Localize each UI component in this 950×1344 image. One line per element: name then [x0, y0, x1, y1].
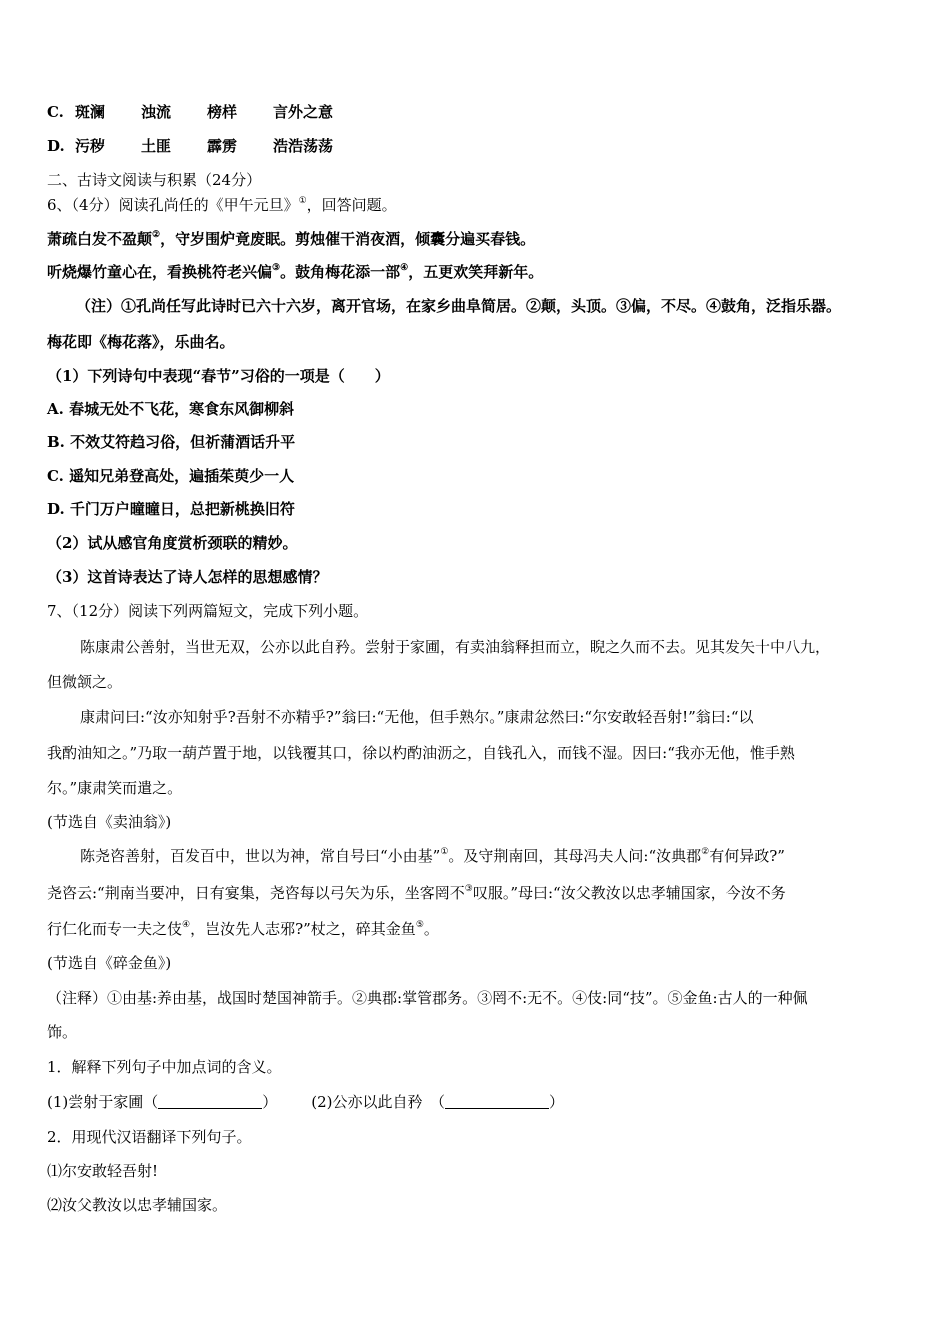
q7-sub1-title: 1．解释下列句子中加点词的含义。 [47, 1058, 282, 1076]
passage-2-line: 尔。”康肃笑而遣之。 [47, 779, 183, 797]
poem-line-1: 萧疏白发不盈颠②，守岁围炉竟废眠。剪烛催干消夜酒，倾囊分遍买春钱。 [47, 230, 536, 248]
option-key: C. [47, 103, 64, 121]
item-1-text: (1)尝射于家圃（ [47, 1093, 159, 1111]
option-d [47, 136, 333, 156]
passage-3-line: 陈尧咨善射，百发百中，世以为神，常自号曰“小由基”①。及守荆南回，其母冯夫人问:“汝典郡②有何异政?” [80, 847, 785, 865]
option-c [47, 102, 333, 122]
passage-1-line: 但微颔之。 [47, 673, 123, 691]
translate-item: ⑴尔安敢轻吾射! [47, 1162, 159, 1180]
item-2-text: (2)公亦以此自矜 （ [311, 1093, 446, 1111]
poem-note-cont: 梅花即《梅花落》，乐曲名。 [47, 333, 235, 351]
option-word: 污秽 [75, 137, 106, 155]
option-word: 浊流 [141, 103, 172, 121]
poem-note: （注）①孔尚任写此诗时已六十六岁，离开官场，在家乡曲阜简居。②颠，头顶。③偏，不尽。④鼓角，泛指乐器。 [76, 297, 842, 315]
q6-sub3: （3）这首诗表达了诗人怎样的思想感情？ [47, 568, 328, 586]
choice-d: D. 千门万户曈曈日，总把新桃换旧符 [47, 500, 295, 518]
source-1: (节选自《卖油翁》) [47, 813, 172, 831]
annotation-line: 饰。 [47, 1023, 78, 1041]
option-word: 榜样 [207, 103, 238, 121]
q7-sub1-items: (1)尝射于家圃（ ） (2)公亦以此自矜 （ ） [47, 1093, 565, 1111]
option-key: D. [47, 137, 65, 155]
option-word: 土匪 [141, 137, 172, 155]
q7-sub2-title: 2．用现代汉语翻译下列句子。 [47, 1128, 252, 1146]
option-word: 斑澜 [75, 103, 106, 121]
source-2: (节选自《碎金鱼》) [47, 954, 172, 972]
choice-c: C. 遥知兄弟登高处，遍插茱萸少一人 [47, 467, 295, 485]
choice-a: A. 春城无处不飞花，寒食东风御柳斜 [47, 400, 295, 418]
option-word: 言外之意 [273, 103, 334, 121]
poem-line-2: 听烧爆竹童心在，看换桃符老兴偏③。鼓角梅花添一部④，五更欢笑拜新年。 [47, 263, 544, 281]
q6-title: 6、（4分）阅读孔尚任的《甲午元旦》①，回答问题。 [47, 196, 397, 214]
annotation-line: （注释）①由基:养由基，战国时楚国神箭手。②典郡:掌管郡务。③罔不:无不。④伎:同“技”。⑤金鱼:古人的一种佩 [47, 989, 808, 1007]
passage-3-line: 尧咨云:“荆南当要冲，日有宴集，尧咨每以弓矢为乐，坐客罔不③叹服。”母曰:“汝父教汝以忠孝辅国家，今汝不务 [47, 884, 786, 902]
translate-item: ⑵汝父教汝以忠孝辅国家。 [47, 1196, 228, 1214]
passage-1-line: 陈康肃公善射，当世无双，公亦以此自矜。尝射于家圃，有卖油翁释担而立，睨之久而不去。见其发矢十中八九， [80, 638, 831, 656]
option-word: 浩浩荡荡 [273, 137, 334, 155]
q6-sub2: （2）试从感官角度赏析颈联的精妙。 [47, 534, 298, 552]
q7-title: 7、（12分）阅读下列两篇短文，完成下列小题。 [47, 602, 369, 620]
passage-3-line: 行仁化而专一夫之伎④，岂汝先人志邪?”杖之，碎其金鱼⑤。 [47, 920, 439, 938]
answer-blank[interactable] [158, 1094, 262, 1109]
answer-blank[interactable] [445, 1094, 549, 1109]
passage-2-line: 我酌油知之。”乃取一葫芦置于地，以钱覆其口，徐以杓酌油沥之，自钱孔入，而钱不湿。因曰:“我亦无他，惟手熟 [47, 744, 795, 762]
choice-b: B. 不效艾符趋习俗，但祈蒲酒话升平 [47, 433, 296, 451]
section-title: 二、古诗文阅读与积累（24分） [47, 171, 262, 189]
passage-2-line: 康肃问曰:“汝亦知射乎?吾射不亦精乎?”翁曰:“无他，但手熟尔。”康肃忿然曰:“尔安敢轻吾射!”翁曰:“以 [80, 708, 754, 726]
option-word: 霹雳 [207, 137, 238, 155]
q6-sub1: （1）下列诗句中表现“春节”习俗的一项是（ ） [47, 367, 390, 385]
